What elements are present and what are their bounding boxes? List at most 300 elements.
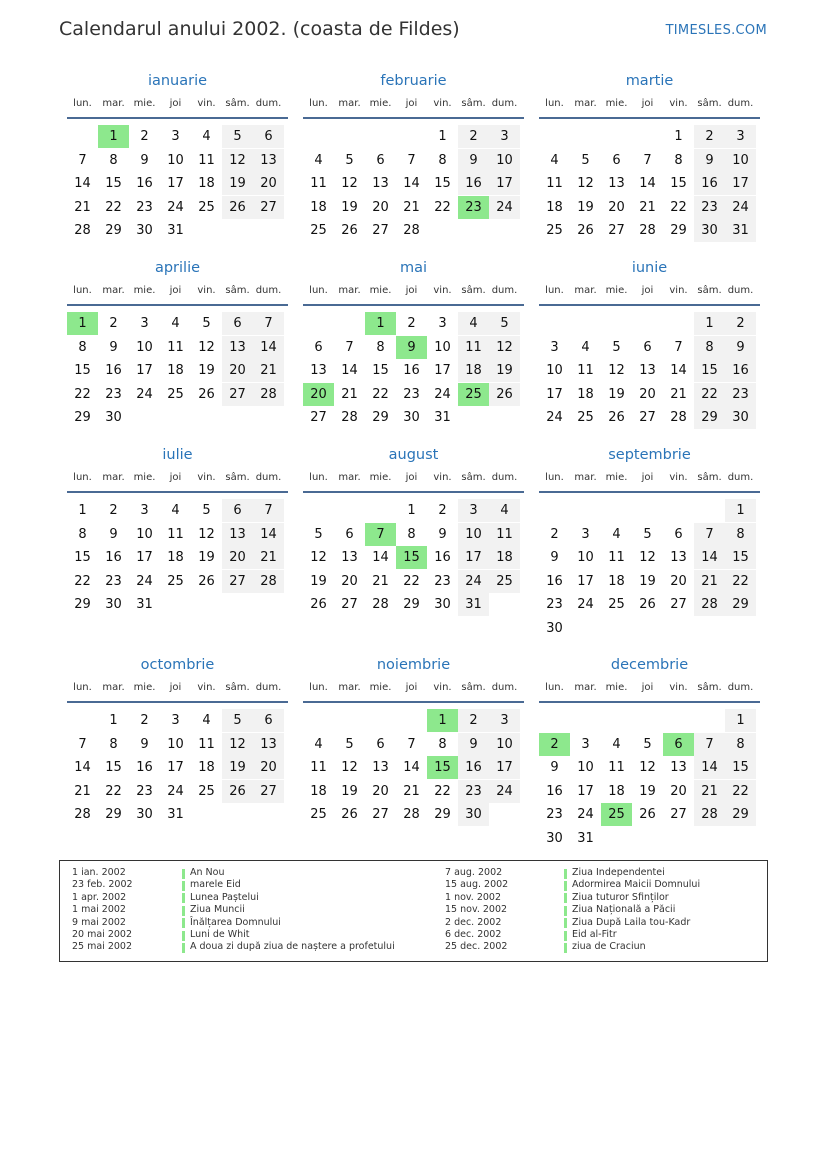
day-cell: 12	[577, 176, 594, 192]
holiday-marker	[182, 869, 185, 879]
header-rule	[539, 117, 760, 119]
holiday-name: marele Eid	[190, 879, 241, 891]
weekday-header: sâm.	[461, 98, 486, 109]
holiday-date: 20 mai 2002	[72, 929, 133, 940]
weekday-header: dum.	[491, 472, 518, 483]
day-cell: 20	[372, 199, 389, 215]
day-cell: 22	[694, 383, 725, 406]
weekday-header: vin.	[669, 472, 688, 483]
day-cell: 17	[458, 546, 489, 569]
holiday-marker	[564, 869, 567, 879]
day-cell: 10	[577, 760, 594, 776]
holiday-day-cell: 15	[427, 756, 458, 779]
day-cell: 10	[458, 523, 489, 546]
day-cell: 1	[78, 503, 87, 518]
day-cell: 1	[407, 503, 416, 518]
holiday-name: Luni de Whit	[190, 929, 250, 940]
header-rule	[67, 701, 288, 703]
day-cell: 18	[167, 363, 184, 379]
weekday-header: joi	[169, 472, 182, 483]
day-cell: 24	[725, 196, 756, 219]
day-cell: 28	[403, 223, 420, 239]
day-cell: 25	[608, 597, 625, 613]
day-cell: 8	[438, 152, 447, 168]
day-cell: 12	[341, 760, 358, 776]
day-cell: 23	[725, 383, 756, 406]
month-name: august	[388, 447, 439, 463]
day-cell: 10	[577, 550, 594, 566]
day-cell: 17	[489, 172, 520, 195]
weekday-header: dum.	[255, 285, 282, 296]
holiday-name: Ziua Națională a Păcii	[572, 904, 676, 916]
weekday-header: mar.	[102, 472, 125, 483]
day-cell: 26	[341, 223, 358, 239]
holiday-date: 9 mai 2002	[72, 916, 126, 928]
day-cell: 9	[109, 339, 118, 355]
day-cell: 25	[577, 410, 594, 426]
day-cell: 17	[546, 386, 563, 402]
month-name: octombrie	[140, 657, 215, 673]
day-cell: 9	[140, 736, 149, 752]
day-cell: 31	[458, 593, 489, 616]
day-cell: 25	[489, 570, 520, 593]
weekday-header: dum.	[727, 98, 754, 109]
holiday-marker	[182, 943, 185, 953]
holiday-date: 1 apr. 2002	[72, 891, 127, 903]
day-cell: 11	[577, 363, 594, 379]
day-cell: 8	[407, 526, 416, 542]
day-cell: 13	[310, 363, 327, 379]
holiday-date: 23 feb. 2002	[72, 879, 133, 891]
day-cell: 30	[136, 223, 153, 239]
holiday-date: 25 mai 2002	[72, 941, 133, 953]
header-rule	[67, 304, 288, 306]
day-cell: 24	[136, 573, 153, 589]
day-cell: 4	[171, 503, 180, 518]
weekday-header: joi	[641, 472, 654, 483]
holiday-date: 15 aug. 2002	[445, 879, 509, 891]
day-cell: 23	[136, 199, 153, 215]
day-cell: 25	[546, 223, 563, 239]
day-cell: 2	[458, 125, 489, 148]
day-cell: 23	[105, 573, 122, 589]
day-cell: 1	[438, 129, 447, 144]
weekday-header: dum.	[491, 98, 518, 109]
day-cell: 19	[577, 199, 594, 215]
day-cell: 23	[105, 386, 122, 402]
day-cell: 4	[550, 152, 559, 168]
month-name: decembrie	[610, 657, 689, 673]
day-cell: 3	[581, 736, 590, 752]
day-cell: 16	[136, 760, 153, 776]
day-cell: 11	[167, 339, 184, 355]
day-cell: 14	[694, 546, 725, 569]
day-cell: 5	[581, 152, 590, 168]
day-cell: 21	[403, 783, 420, 799]
weekday-header: mar.	[102, 285, 125, 296]
day-cell: 3	[171, 129, 180, 144]
day-cell: 29	[670, 223, 687, 239]
day-cell: 24	[167, 199, 184, 215]
day-cell: 9	[438, 526, 447, 542]
day-cell: 13	[372, 176, 389, 192]
weekday-header: mar.	[102, 682, 125, 693]
day-cell: 19	[341, 199, 358, 215]
day-cell: 6	[612, 152, 621, 168]
weekday-header: joi	[169, 682, 182, 693]
day-cell: 7	[407, 152, 416, 168]
day-cell: 30	[403, 410, 420, 426]
day-cell: 9	[550, 760, 559, 776]
day-cell: 10	[136, 526, 153, 542]
weekday-header: mie.	[133, 682, 156, 693]
holiday-day-cell: 2	[539, 733, 570, 756]
day-cell: 9	[725, 336, 756, 359]
day-cell: 6	[643, 339, 652, 355]
day-cell: 17	[577, 783, 594, 799]
weekday-header: joi	[641, 98, 654, 109]
header-rule	[303, 701, 524, 703]
day-cell: 6	[253, 709, 284, 732]
day-cell: 17	[489, 756, 520, 779]
day-cell: 24	[489, 196, 520, 219]
weekday-header: dum.	[727, 472, 754, 483]
day-cell: 19	[639, 573, 656, 589]
day-cell: 1	[725, 709, 756, 732]
weekday-header: joi	[169, 285, 182, 296]
day-cell: 14	[341, 363, 358, 379]
day-cell: 29	[725, 803, 756, 826]
day-cell: 10	[489, 149, 520, 172]
day-cell: 2	[140, 713, 149, 728]
day-cell: 9	[694, 149, 725, 172]
day-cell: 23	[458, 780, 489, 803]
day-cell: 11	[608, 550, 625, 566]
day-cell: 2	[458, 709, 489, 732]
day-cell: 8	[78, 339, 87, 355]
day-cell: 24	[546, 410, 563, 426]
day-cell: 20	[639, 386, 656, 402]
day-cell: 2	[694, 125, 725, 148]
day-cell: 5	[314, 526, 323, 542]
day-cell: 15	[725, 756, 756, 779]
holiday-marker	[182, 931, 185, 941]
day-cell: 11	[198, 152, 215, 168]
weekday-header: dum.	[491, 682, 518, 693]
day-cell: 5	[222, 709, 253, 732]
day-cell: 20	[341, 573, 358, 589]
day-cell: 12	[639, 550, 656, 566]
weekday-header: mar.	[574, 98, 597, 109]
weekday-header: lun.	[545, 285, 564, 296]
day-cell: 28	[403, 807, 420, 823]
weekday-header: mie.	[133, 472, 156, 483]
weekday-header: mie.	[605, 682, 628, 693]
holiday-date: 6 dec. 2002	[445, 929, 502, 940]
holiday-name: ziua de Craciun	[572, 941, 646, 953]
day-cell: 27	[608, 223, 625, 239]
holiday-name: Ziua Independentei	[572, 867, 665, 878]
day-cell: 13	[670, 760, 687, 776]
day-cell: 14	[74, 760, 91, 776]
day-cell: 17	[167, 760, 184, 776]
day-cell: 26	[198, 573, 215, 589]
day-cell: 27	[639, 410, 656, 426]
holiday-date: 1 mai 2002	[72, 904, 126, 916]
weekday-header: mar.	[338, 472, 361, 483]
day-cell: 27	[253, 196, 284, 219]
day-cell: 18	[167, 550, 184, 566]
day-cell: 16	[546, 573, 563, 589]
day-cell: 27	[670, 807, 687, 823]
weekday-header: mar.	[338, 285, 361, 296]
header-rule	[303, 117, 524, 119]
day-cell: 12	[608, 363, 625, 379]
day-cell: 13	[222, 523, 253, 546]
day-cell: 18	[608, 783, 625, 799]
day-cell: 31	[577, 831, 594, 846]
day-cell: 7	[643, 152, 652, 168]
header-rule	[539, 304, 760, 306]
header-rule	[539, 491, 760, 493]
day-cell: 2	[140, 129, 149, 144]
day-cell: 15	[670, 176, 687, 192]
day-cell: 23	[136, 783, 153, 799]
day-cell: 10	[489, 733, 520, 756]
page-title: Calendarul anului 2002. (coasta de Fildes)	[59, 18, 460, 40]
weekday-header: sâm.	[697, 682, 722, 693]
day-cell: 26	[608, 410, 625, 426]
weekday-header: dum.	[255, 98, 282, 109]
holiday-name: Înălțarea Domnului	[190, 916, 281, 928]
day-cell: 5	[643, 736, 652, 752]
day-cell: 12	[198, 526, 215, 542]
day-cell: 24	[577, 597, 594, 613]
day-cell: 10	[167, 152, 184, 168]
day-cell: 15	[694, 359, 725, 382]
weekday-header: mie.	[605, 98, 628, 109]
holiday-name: Eid al-Fitr	[572, 929, 617, 940]
weekday-header: mie.	[369, 472, 392, 483]
day-cell: 10	[725, 149, 756, 172]
day-cell: 7	[253, 312, 284, 335]
day-cell: 15	[105, 176, 122, 192]
day-cell: 2	[550, 526, 559, 542]
weekday-header: vin.	[433, 98, 452, 109]
day-cell: 26	[198, 386, 215, 402]
weekday-header: vin.	[669, 98, 688, 109]
day-cell: 20	[253, 172, 284, 195]
day-cell: 14	[670, 363, 687, 379]
day-cell: 28	[694, 803, 725, 826]
weekday-header: dum.	[255, 472, 282, 483]
weekday-header: joi	[641, 285, 654, 296]
day-cell: 20	[670, 573, 687, 589]
day-cell: 1	[674, 129, 683, 144]
day-cell: 27	[253, 780, 284, 803]
day-cell: 27	[310, 410, 327, 426]
holiday-date: 1 nov. 2002	[445, 891, 501, 903]
day-cell: 5	[222, 125, 253, 148]
day-cell: 29	[403, 597, 420, 613]
weekday-header: vin.	[197, 285, 216, 296]
day-cell: 4	[314, 152, 323, 168]
holiday-date: 25 dec. 2002	[445, 941, 508, 953]
day-cell: 14	[74, 176, 91, 192]
day-cell: 28	[372, 597, 389, 613]
day-cell: 22	[434, 783, 451, 799]
weekday-header: lun.	[309, 682, 328, 693]
weekday-header: joi	[169, 98, 182, 109]
day-cell: 11	[310, 760, 327, 776]
weekday-header: sâm.	[225, 285, 250, 296]
day-cell: 27	[670, 597, 687, 613]
day-cell: 22	[725, 570, 756, 593]
day-cell: 9	[458, 733, 489, 756]
day-cell: 16	[458, 756, 489, 779]
day-cell: 22	[74, 386, 91, 402]
day-cell: 20	[222, 359, 253, 382]
weekday-header: lun.	[545, 472, 564, 483]
day-cell: 13	[639, 363, 656, 379]
weekday-header: vin.	[433, 285, 452, 296]
day-cell: 4	[202, 129, 211, 144]
day-cell: 4	[581, 339, 590, 355]
day-cell: 21	[639, 199, 656, 215]
day-cell: 15	[434, 176, 451, 192]
day-cell: 11	[167, 526, 184, 542]
holiday-day-cell: 20	[303, 383, 334, 406]
day-cell: 2	[438, 503, 447, 518]
holiday-day-cell: 6	[663, 733, 694, 756]
day-cell: 8	[109, 736, 118, 752]
day-cell: 28	[670, 410, 687, 426]
weekday-header: joi	[405, 682, 418, 693]
day-cell: 21	[74, 783, 91, 799]
day-cell: 24	[458, 570, 489, 593]
day-cell: 3	[458, 499, 489, 522]
day-cell: 16	[546, 783, 563, 799]
day-cell: 7	[694, 733, 725, 756]
day-cell: 17	[167, 176, 184, 192]
day-cell: 4	[612, 736, 621, 752]
holiday-name: Ziua tuturor Sfinților	[572, 891, 669, 903]
brand-link[interactable]: TIMESLES.COM	[665, 23, 767, 38]
day-cell: 4	[612, 526, 621, 542]
day-cell: 16	[105, 363, 122, 379]
header-rule	[67, 117, 288, 119]
weekday-header: mie.	[133, 98, 156, 109]
day-cell: 31	[167, 807, 184, 823]
day-cell: 19	[198, 363, 215, 379]
day-cell: 30	[105, 410, 122, 426]
day-cell: 8	[376, 339, 385, 355]
day-cell: 3	[438, 316, 447, 331]
day-cell: 24	[489, 780, 520, 803]
weekday-header: vin.	[197, 472, 216, 483]
day-cell: 29	[105, 223, 122, 239]
day-cell: 31	[136, 597, 153, 613]
day-cell: 9	[458, 149, 489, 172]
day-cell: 27	[372, 807, 389, 823]
weekday-header: vin.	[197, 682, 216, 693]
weekday-header: sâm.	[697, 98, 722, 109]
day-cell: 9	[140, 152, 149, 168]
weekday-header: lun.	[545, 682, 564, 693]
weekday-header: mie.	[605, 285, 628, 296]
day-cell: 17	[434, 363, 451, 379]
day-cell: 26	[639, 807, 656, 823]
holiday-date: 15 nov. 2002	[445, 904, 508, 916]
day-cell: 19	[608, 386, 625, 402]
weekday-header: lun.	[73, 682, 92, 693]
month-name: ianuarie	[147, 73, 208, 89]
weekday-header: joi	[641, 682, 654, 693]
day-cell: 23	[546, 807, 563, 823]
day-cell: 3	[171, 713, 180, 728]
day-cell: 25	[198, 783, 215, 799]
weekday-header: mar.	[338, 682, 361, 693]
weekday-header: mie.	[605, 472, 628, 483]
day-cell: 4	[458, 312, 489, 335]
day-cell: 18	[198, 760, 215, 776]
header-rule	[303, 491, 524, 493]
day-cell: 23	[434, 573, 451, 589]
day-cell: 8	[109, 152, 118, 168]
day-cell: 18	[458, 359, 489, 382]
day-cell: 28	[253, 570, 284, 593]
day-cell: 8	[674, 152, 683, 168]
day-cell: 26	[489, 383, 520, 406]
day-cell: 15	[105, 760, 122, 776]
day-cell: 13	[341, 550, 358, 566]
day-cell: 12	[341, 176, 358, 192]
month-name: noiembrie	[376, 657, 451, 673]
day-cell: 4	[314, 736, 323, 752]
holiday-name: An Nou	[190, 867, 225, 878]
day-cell: 25	[310, 223, 327, 239]
holiday-day-cell: 15	[396, 546, 427, 569]
weekday-header: mar.	[102, 98, 125, 109]
day-cell: 1	[694, 312, 725, 335]
weekday-header: mar.	[338, 98, 361, 109]
day-cell: 3	[140, 316, 149, 331]
holiday-marker	[182, 881, 185, 891]
day-cell: 25	[167, 573, 184, 589]
weekday-header: sâm.	[697, 285, 722, 296]
day-cell: 19	[489, 359, 520, 382]
day-cell: 3	[140, 503, 149, 518]
day-cell: 25	[198, 199, 215, 215]
day-cell: 11	[310, 176, 327, 192]
day-cell: 26	[222, 780, 253, 803]
day-cell: 29	[74, 597, 91, 613]
day-cell: 14	[403, 176, 420, 192]
day-cell: 19	[310, 573, 327, 589]
holiday-name: Adormirea Maicii Domnului	[572, 879, 701, 891]
day-cell: 2	[109, 503, 118, 518]
holiday-day-cell: 9	[396, 336, 427, 359]
day-cell: 22	[434, 199, 451, 215]
weekday-header: sâm.	[461, 682, 486, 693]
day-cell: 15	[725, 546, 756, 569]
day-cell: 3	[489, 709, 520, 732]
holiday-day-cell: 1	[427, 709, 458, 732]
weekday-header: sâm.	[461, 285, 486, 296]
day-cell: 11	[458, 336, 489, 359]
day-cell: 1	[109, 713, 118, 728]
day-cell: 22	[105, 199, 122, 215]
